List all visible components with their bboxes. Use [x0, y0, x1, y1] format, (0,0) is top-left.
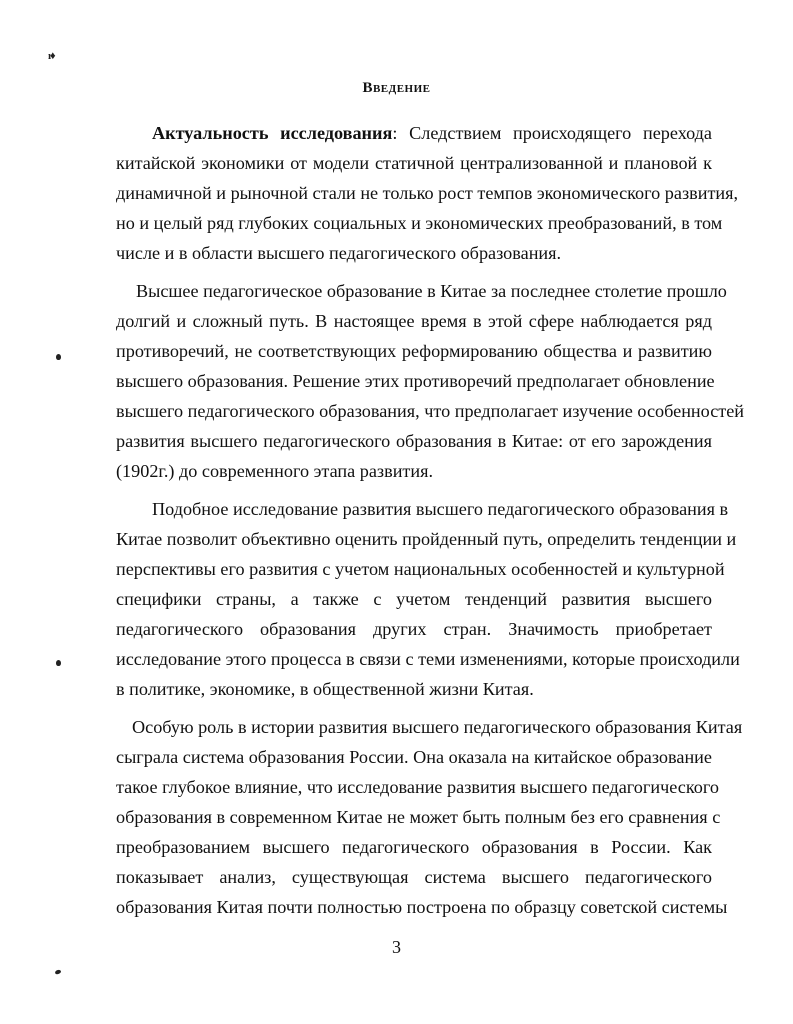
paragraph-line: Подобное исследование развития высшего педагогического образования в — [152, 499, 729, 519]
paragraph-line: перспективы его развития с учетом национальных особенностей и культурной — [116, 559, 725, 579]
paragraph-line: исследование этого процесса в связи с теми изменениями, которые происходили — [116, 649, 740, 669]
paragraph-relevance — [116, 118, 739, 268]
paragraph-russia-role — [116, 712, 743, 922]
paragraph-line: педагогического образования других стран. Значимость приобретает — [116, 619, 712, 639]
paragraph-line: противоречий, не соответствующих реформированию общества и развитию — [116, 341, 712, 361]
paragraph-line: развития высшего педагогического образования в Китае: от его зарождения — [116, 431, 712, 451]
paragraph-line: образования Китая почти полностью построена по образцу советской системы — [116, 897, 728, 917]
paragraph-line: долгий и сложный путь. В настоящее время в этой сфере наблюдается ряд — [116, 311, 712, 331]
paragraph-line: динамичной и рыночной стали не только рост темпов экономического развития, — [116, 183, 739, 203]
paragraph-line: такое глубокое влияние, что исследование развития высшего педагогического — [116, 777, 719, 797]
margin-dot-mark — [56, 660, 61, 666]
paragraph-research — [116, 494, 740, 704]
lead-bold-text: Актуальность исследования — [152, 123, 393, 143]
margin-dot-mark — [54, 969, 61, 975]
paragraph-line: китайской экономики от модели статичной централизованной и плановой к — [116, 153, 712, 173]
paragraph-line — [116, 118, 712, 148]
paragraph-line: образования в современном Китае не может быть полным без его сравнения с — [116, 807, 721, 827]
paragraph-line: показывает анализ, существующая система высшего педагогического — [116, 867, 712, 887]
margin-dot-mark — [56, 354, 61, 360]
paragraph-line: числе и в области высшего педагогического образования. — [116, 243, 562, 263]
paragraph-line: преобразованием высшего педагогического образования в России. Как — [116, 837, 712, 857]
corner-scan-mark: ı♦ — [48, 50, 55, 62]
line-text: : Следствием происходящего перехода — [392, 123, 712, 143]
paragraph-line: (1902г.) до современного этапа развития. — [116, 461, 434, 481]
paragraph-history — [116, 276, 745, 486]
page-number: 3 — [392, 937, 401, 957]
paragraph-line: специфики страны, а также с учетом тенденций развития высшего — [116, 589, 712, 609]
paragraph-line: сыграла система образования России. Она оказала на китайское образование — [116, 747, 712, 767]
paragraph-line: высшего образования. Решение этих противоречий предполагает обновление — [116, 371, 715, 391]
paragraph-line: Особую роль в истории развития высшего педагогического образования Китая — [132, 717, 743, 737]
paragraph-line: Высшее педагогическое образование в Китае за последнее столетие прошло — [136, 281, 727, 301]
paragraph-line: Китае позволит объективно оценить пройденный путь, определить тенденции и — [116, 529, 737, 549]
paragraph-line: в политике, экономике, в общественной жизни Китая. — [116, 679, 534, 699]
section-heading: Введение — [362, 80, 431, 96]
paragraph-line: но и целый ряд глубоких социальных и экономических преобразований, в том — [116, 213, 723, 233]
paragraph-line: высшего педагогического образования, что предполагает изучение особенностей — [116, 401, 745, 421]
